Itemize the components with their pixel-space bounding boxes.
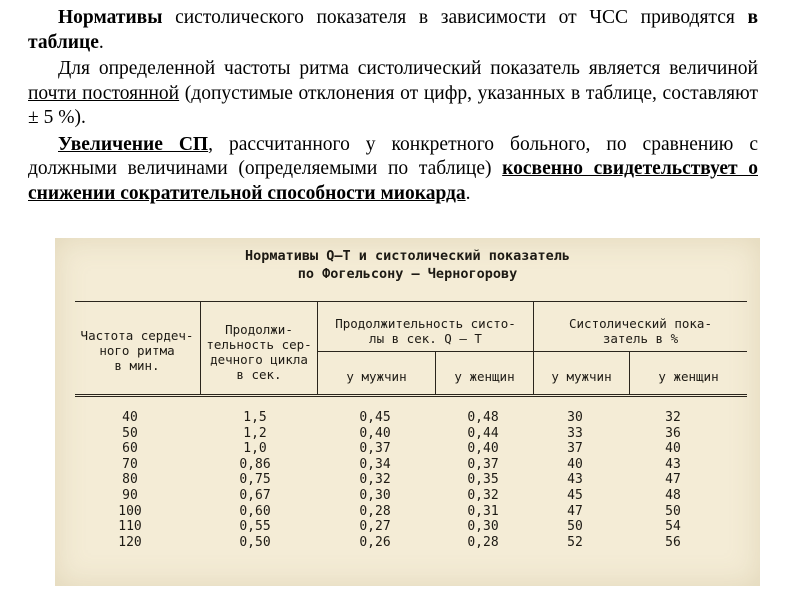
column-qt-men	[325, 410, 425, 550]
header-heart-rate: Частота сердеч- ного ритма в мин.	[80, 328, 194, 373]
table-cell: 33	[567, 425, 583, 441]
header-qt-men: у мужчин	[346, 369, 407, 384]
table-cell: 0,28	[467, 534, 499, 550]
p3-text: , рассчитанного у конкретного больного, по сравнению с должными величинами (определяемыми по таблице)	[28, 133, 758, 179]
table-cell: 0,30	[359, 487, 391, 503]
p2-end: (допустимые отклонения от цифр, указанных в таблице, составляют ± 5 %).	[28, 82, 758, 128]
table-cell: 0,48	[467, 410, 499, 425]
table-cell: 0,60	[239, 503, 271, 519]
table-cell: 0,40	[359, 425, 391, 441]
table-cell: 32	[665, 410, 681, 425]
table-cell: 40	[665, 441, 681, 457]
table-cell: 0,67	[239, 487, 271, 503]
paragraph-2	[28, 57, 758, 131]
table-cell: 43	[567, 472, 583, 488]
column-heart-rate	[85, 410, 175, 550]
table-cell: 47	[567, 503, 583, 519]
table-cell: 60	[122, 441, 138, 457]
paragraph-1	[28, 6, 758, 55]
table-cell: 0,28	[359, 503, 391, 519]
table-cell: 45	[567, 487, 583, 503]
header-sp-men: у мужчин	[551, 369, 612, 384]
table-cell: 0,86	[239, 456, 271, 472]
table-cell: 0,37	[359, 441, 391, 457]
header-sp-women: у женщин	[658, 369, 719, 384]
table-title	[55, 247, 760, 283]
sp-subheader-rule	[534, 351, 747, 352]
table-cell: 37	[567, 441, 583, 457]
p1-bold-ref: в таблице	[28, 7, 758, 53]
table-cell: 1,2	[243, 425, 267, 441]
table-cell: 0,30	[467, 519, 499, 535]
table-cell: 48	[665, 487, 681, 503]
column-qt-women	[438, 410, 528, 550]
table-header-rule	[75, 394, 747, 397]
table-cell: 0,40	[467, 441, 499, 457]
table-cell: 1,0	[243, 441, 267, 457]
column-sp-men	[535, 410, 615, 550]
table-title-line1: Нормативы Q—T и систолический показатель	[244, 248, 571, 264]
table-cell: 0,37	[467, 456, 499, 472]
table-cell: 50	[122, 425, 138, 441]
table-cell: 0,34	[359, 456, 391, 472]
table-cell: 80	[122, 472, 138, 488]
table-title-line2: по Фогельсону — Черногорову	[297, 266, 518, 282]
p1-end: .	[98, 31, 104, 53]
table-cell: 54	[665, 519, 681, 535]
paragraph-3	[28, 133, 758, 207]
table-cell: 47	[665, 472, 681, 488]
table-cell: 40	[122, 410, 138, 425]
table-cell: 0,75	[239, 472, 271, 488]
p2-text: Для определенной частоты ритма систолический показатель является величиной	[58, 58, 758, 79]
p1-bold-term: Нормативы	[58, 7, 163, 28]
table-cell: 0,35	[467, 472, 499, 488]
table-cell: 0,50	[239, 534, 271, 550]
table-cell: 120	[118, 534, 142, 550]
table-cell: 43	[665, 456, 681, 472]
table-cell: 0,32	[359, 472, 391, 488]
table-cell: 110	[118, 519, 142, 535]
p1-text: систолического показателя в зависимости от ЧСС приводятся	[162, 7, 748, 28]
table-cell: 0,55	[239, 519, 271, 535]
table-cell: 100	[118, 503, 142, 519]
table-cell: 1,5	[243, 410, 267, 425]
table-cell: 52	[567, 534, 583, 550]
table-cell: 0,44	[467, 425, 499, 441]
column-cycle-duration	[205, 410, 305, 550]
column-sp-women	[633, 410, 713, 550]
table-cell: 0,32	[467, 487, 499, 503]
table-cell: 0,27	[359, 519, 391, 535]
table-cell: 70	[122, 456, 138, 472]
p3-conclusion: косвенно свидетельствует о снижении сократительной способности миокарда	[28, 158, 758, 204]
table-cell: 50	[567, 519, 583, 535]
p3-end: .	[465, 182, 471, 204]
table-cell: 40	[567, 456, 583, 472]
header-qt-women: у женщин	[454, 369, 515, 384]
scanned-table-image	[55, 238, 760, 586]
p2-underlined: почти постоянной	[28, 82, 180, 104]
table-cell: 30	[567, 410, 583, 425]
header-sp-group: Систолический пока- затель в %	[569, 316, 712, 346]
table-cell: 36	[665, 425, 681, 441]
table-cell: 0,45	[359, 410, 391, 425]
table-cell: 90	[122, 487, 138, 503]
table-top-rule	[75, 301, 747, 302]
p3-bold-term: Увеличение СП	[58, 133, 209, 155]
intro-text	[28, 6, 758, 206]
table-cell: 0,26	[359, 534, 391, 550]
qt-subheader-rule	[318, 351, 533, 352]
table-cell: 50	[665, 503, 681, 519]
header-cycle-duration: Продолжи- тельность сер- дечного цикла в сек.	[206, 322, 312, 382]
header-qt-group: Продолжительность систо- лы в сек. Q — T	[335, 316, 516, 346]
table-cell: 0,31	[467, 503, 499, 519]
table-cell: 56	[665, 534, 681, 550]
